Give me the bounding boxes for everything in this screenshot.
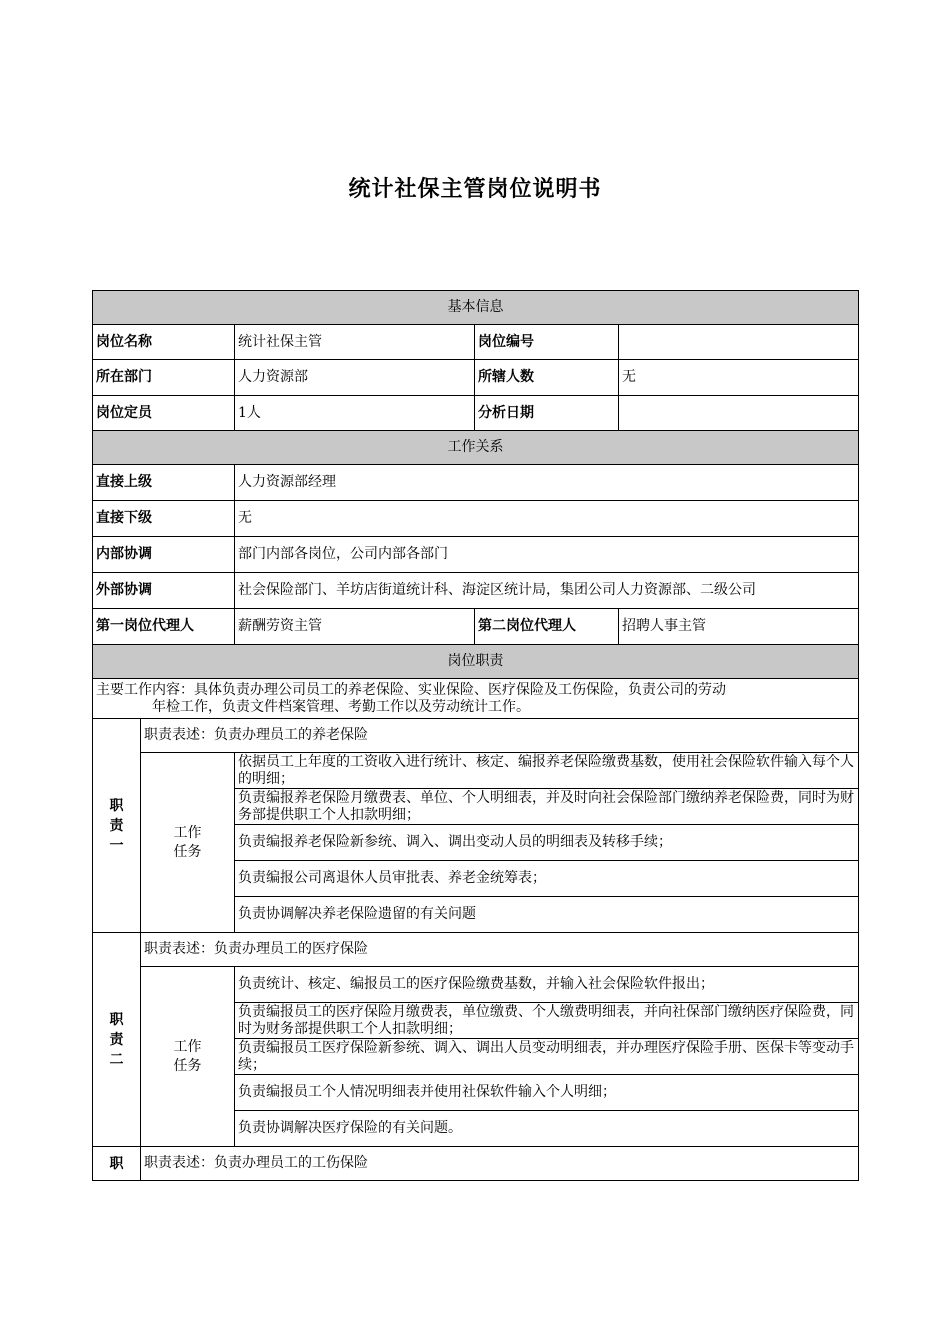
dept-value: 人力资源部: [235, 360, 475, 396]
position-no-label: 岗位编号: [475, 325, 619, 360]
agent1-value: 薪酬劳资主管: [235, 609, 475, 645]
duty-3-description: 职责表述：负责办理员工的工伤保险: [141, 1147, 859, 1181]
internal-coord-label: 内部协调: [93, 537, 235, 573]
agent2-value: 招聘人事主管: [619, 609, 859, 645]
duty-2-label: 职 责 二: [93, 933, 141, 1147]
headcount-value: 1人: [235, 396, 475, 431]
section-basic-info: 基本信息: [93, 291, 859, 325]
position-no-value: [619, 325, 859, 360]
external-coord-label: 外部协调: [93, 573, 235, 609]
superior-label: 直接上级: [93, 465, 235, 501]
subordinates-label: 所辖人数: [475, 360, 619, 396]
duty-2-task: 负责协调解决医疗保险的有关问题。: [235, 1111, 859, 1147]
subordinate-value: 无: [235, 501, 859, 537]
duty-2-task: 负责编报员工医疗保险新参统、调入、调出人员变动明细表，并办理医疗保险手册、医保卡等变动手续；: [235, 1039, 859, 1075]
duty-1-task: 依据员工上年度的工资收入进行统计、核定、编报养老保险缴费基数，使用社会保险软件输入每个人的明细；: [235, 753, 859, 789]
duty-3-label: 职: [93, 1147, 141, 1181]
agent1-label: 第一岗位代理人: [93, 609, 235, 645]
document-title: 统计社保主管岗位说明书: [348, 177, 602, 202]
duty-2-task-label: 工作 任务: [141, 967, 235, 1147]
position-name-label: 岗位名称: [93, 325, 235, 360]
duty-1-task: 负责编报养老保险月缴费表、单位、个人明细表，并及时向社会保险部门缴纳养老保险费，同时为财务部提供职工个人扣款明细；: [235, 789, 859, 825]
section-duties: 岗位职责: [93, 645, 859, 679]
main-work-line2: 年检工作，负责文件档案管理、考勤工作以及劳动统计工作。: [152, 698, 530, 715]
analysis-date-value: [619, 396, 859, 431]
duty-2-task: 负责统计、核定、编报员工的医疗保险缴费基数，并输入社会保险软件报出；: [235, 967, 859, 1003]
duty-2-task: 负责编报员工的医疗保险月缴费表，单位缴费、个人缴费明细表，并向社保部门缴纳医疗保险费，同时为财务部提供职工个人扣款明细；: [235, 1003, 859, 1039]
agent2-label: 第二岗位代理人: [475, 609, 619, 645]
duty-1-task: 负责协调解决养老保险遗留的有关问题: [235, 897, 859, 933]
main-work-line1: 主要工作内容：具体负责办理公司员工的养老保险、实业保险、医疗保险及工伤保险，负责公司的劳动: [96, 681, 726, 698]
dept-label: 所在部门: [93, 360, 235, 396]
duty-1-task-label: 工作 任务: [141, 753, 235, 933]
internal-coord-value: 部门内部各岗位，公司内部各部门: [235, 537, 859, 573]
position-name-value: 统计社保主管: [235, 325, 475, 360]
duty-1-description: 职责表述：负责办理员工的养老保险: [141, 719, 859, 753]
section-work-relations: 工作关系: [93, 431, 859, 465]
duty-1-task: 负责编报养老保险新参统、调入、调出变动人员的明细表及转移手续；: [235, 825, 859, 861]
duty-1-task: 负责编报公司离退休人员审批表、养老金统筹表；: [235, 861, 859, 897]
duty-1-label: 职 责 一: [93, 719, 141, 933]
job-description-table: [92, 290, 859, 1181]
headcount-label: 岗位定员: [93, 396, 235, 431]
duty-2-description: 职责表述：负责办理员工的医疗保险: [141, 933, 859, 967]
subordinates-value: 无: [619, 360, 859, 396]
duty-2-task: 负责编报员工个人情况明细表并使用社保软件输入个人明细；: [235, 1075, 859, 1111]
subordinate-label: 直接下级: [93, 501, 235, 537]
superior-value: 人力资源部经理: [235, 465, 859, 501]
external-coord-value: 社会保险部门、羊坊店街道统计科、海淀区统计局，集团公司人力资源部、二级公司: [235, 573, 859, 609]
main-work-content: [93, 679, 859, 719]
analysis-date-label: 分析日期: [475, 396, 619, 431]
